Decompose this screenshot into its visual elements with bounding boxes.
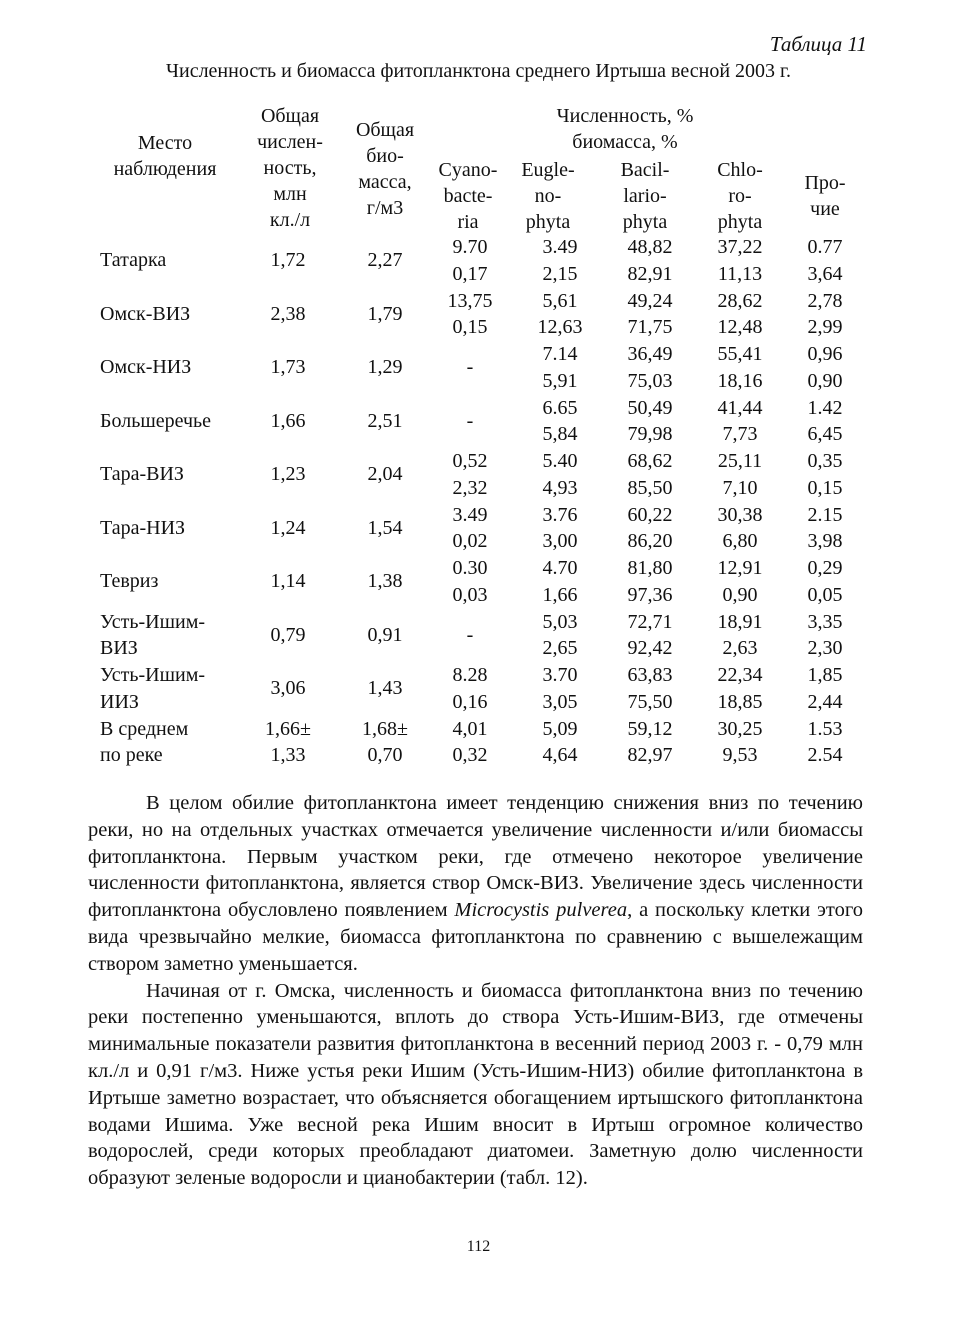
cell-chlorophyta-value: 12,91 <box>717 557 763 579</box>
cell-total-count-value: 0,79 <box>270 623 306 646</box>
cell-total-count-value: 1,66± <box>265 717 311 740</box>
cell-euglenophyta-value: 3.76 <box>542 503 578 526</box>
cell-chlorophyta-value: 18,85 <box>717 690 763 713</box>
cell-cyanobacteria-value: 0.30 <box>452 557 488 579</box>
cell-place-value: Омск-ВИЗ <box>100 302 191 325</box>
cell-place-value: ИИЗ <box>100 690 139 713</box>
header-line: ность, <box>263 157 317 179</box>
cell-other-value: 1,85 <box>807 664 843 686</box>
cell-chlorophyta-value: 37,22 <box>717 236 763 258</box>
table-row <box>0 555 957 609</box>
page-number: 112 <box>466 1238 491 1255</box>
table-number-label: Таблица 11 <box>769 32 867 56</box>
cell-bacillariophyta <box>605 716 695 769</box>
cell-chlorophyta <box>695 288 785 341</box>
cell-total-count <box>238 622 338 649</box>
cell-cyanobacteria <box>430 448 510 501</box>
header-line: Chlo- <box>717 159 763 181</box>
cell-total-biomass-value: 2,04 <box>367 463 403 485</box>
cell-place-value: Усть-Ишим- <box>100 610 206 633</box>
cell-total-count-value: 2,38 <box>270 302 306 325</box>
cell-place <box>100 515 260 542</box>
cell-total-count-value: 1,23 <box>270 463 306 485</box>
cell-cyanobacteria-value: 4,01 <box>452 717 488 740</box>
cell-bacillariophyta-value: 75,03 <box>627 369 673 392</box>
phytoplankton-table <box>0 234 957 769</box>
cell-total-biomass-value: 1,29 <box>367 356 403 378</box>
paragraph-2: Начиная от г. Омска, численность и биомасса фитопланктона вниз по течению реки постепенно уменьшаются, вплоть до створа Усть-Ишим-ВИЗ, где отмечены минимальные показатели развития фитопланктона в весенний период 2003 г. - 0,79 млн кл./л и 0,91 г/м3. Ниже устья реки Ишим (Усть-Ишим-НИЗ) обилие фитопланктона в Иртыше заметно возрастает, что объясняется обогащением иртышского фитопланктона водами Ишима. Уже весной река Ишим вносит в Иртыш огромное количество водорослей, среди которых преобладают диатомеи. Заметную долю численности образуют зеленые водоросли и цианобактерии (табл. 12). <box>88 979 863 1190</box>
cell-other-value: 2,30 <box>807 637 843 659</box>
cell-other <box>780 341 870 394</box>
cell-euglenophyta-value: 4.70 <box>542 557 578 579</box>
cell-bacillariophyta-value: 49,24 <box>627 289 673 312</box>
cell-cyanobacteria-value: 0,15 <box>452 316 488 338</box>
cell-euglenophyta-value: 2,65 <box>542 637 578 659</box>
cell-chlorophyta-value: 7,73 <box>722 423 758 445</box>
cell-euglenophyta-value: 3.70 <box>542 664 578 686</box>
cell-cyanobacteria-value: 8.28 <box>452 664 488 686</box>
cell-euglenophyta-value: 5,03 <box>542 610 578 633</box>
cell-euglenophyta-value: 4,93 <box>542 476 578 499</box>
paragraph-1 <box>88 790 863 978</box>
cell-bacillariophyta <box>605 448 695 501</box>
header-cyanobacteria <box>428 157 508 235</box>
table-row <box>0 502 957 556</box>
header-line: phyta <box>717 211 763 233</box>
cell-cyanobacteria-value: 9.70 <box>452 236 488 258</box>
cell-total-biomass-value: 2,51 <box>367 409 403 432</box>
cell-total-count <box>238 716 338 769</box>
cell-chlorophyta <box>695 448 785 501</box>
cell-total-biomass <box>335 675 435 702</box>
header-line: млн <box>273 183 307 205</box>
body-text <box>88 790 863 1192</box>
cell-bacillariophyta-value: 36,49 <box>627 343 673 365</box>
header-line: числен- <box>257 131 323 153</box>
header-line: Численность, % <box>556 105 694 127</box>
paragraph-1-part-b: , а поскольку клетки этого вида чрезвычайно мелкие, биомасса фитопланктона по сравнению с вышележащим створом заметно уменьшается. <box>88 899 864 975</box>
cell-other <box>780 234 870 287</box>
cell-place-value: Тара-ВИЗ <box>100 463 184 485</box>
cell-bacillariophyta-value: 48,82 <box>627 236 673 258</box>
cell-cyanobacteria-value: 13,75 <box>447 289 493 312</box>
cell-euglenophyta-value: 2,15 <box>542 262 578 285</box>
cell-other-value: 1.42 <box>807 396 843 419</box>
cell-total-biomass-value: 0,70 <box>367 744 403 766</box>
cell-chlorophyta <box>695 502 785 555</box>
cell-other-value: 0,96 <box>807 343 843 365</box>
cell-chlorophyta-value: 30,38 <box>717 503 763 526</box>
header-line: ro- <box>728 185 752 207</box>
cell-place-value: по реке <box>100 744 163 766</box>
cell-other <box>780 662 870 715</box>
cell-chlorophyta <box>695 395 785 448</box>
cell-place <box>100 461 260 488</box>
cell-bacillariophyta <box>605 341 695 394</box>
cell-euglenophyta <box>520 395 600 448</box>
header-line: кл./л <box>269 209 311 231</box>
header-other <box>780 170 870 222</box>
cell-total-count-value: 1,14 <box>270 570 306 592</box>
cell-total-biomass <box>335 716 435 769</box>
cell-cyanobacteria <box>430 288 510 341</box>
cell-euglenophyta <box>520 716 600 769</box>
cell-euglenophyta-value: 3,00 <box>542 530 578 552</box>
cell-cyanobacteria-value: 0,02 <box>452 530 488 552</box>
cell-total-biomass <box>335 408 435 435</box>
cell-total-count <box>238 461 338 488</box>
cell-cyanobacteria-value: 0,17 <box>452 262 488 285</box>
cell-total-biomass <box>335 301 435 328</box>
header-line: Eugle- <box>521 159 575 181</box>
cell-euglenophyta-value: 5,61 <box>542 289 578 312</box>
table-row <box>0 341 957 395</box>
header-line: чие <box>810 198 840 220</box>
cell-euglenophyta-value: 4,64 <box>542 744 578 766</box>
cell-bacillariophyta-value: 85,50 <box>627 476 673 499</box>
cell-chlorophyta-value: 25,11 <box>717 450 763 472</box>
cell-euglenophyta <box>520 448 600 501</box>
cell-bacillariophyta-value: 81,80 <box>627 557 673 579</box>
cell-euglenophyta-value: 1,66 <box>542 583 578 606</box>
cell-place <box>100 716 260 769</box>
cell-bacillariophyta-value: 82,97 <box>627 744 673 766</box>
cell-bacillariophyta <box>605 288 695 341</box>
cell-euglenophyta-value: 3,05 <box>542 690 578 713</box>
cell-place <box>100 662 260 715</box>
header-line: no- <box>534 185 562 207</box>
cell-total-count-value: 1,72 <box>270 249 306 271</box>
cell-cyanobacteria-value: - <box>466 409 474 432</box>
cell-other-value: 2,44 <box>807 690 843 713</box>
header-bacillariophyta <box>600 157 690 235</box>
cell-chlorophyta-value: 12,48 <box>717 316 763 338</box>
cell-cyanobacteria-value: 0,03 <box>452 583 488 606</box>
cell-cyanobacteria <box>430 716 510 769</box>
cell-place <box>100 247 260 274</box>
cell-other-value: 0,29 <box>807 557 843 579</box>
header-line: phyta <box>525 211 571 233</box>
table-row <box>0 662 957 716</box>
table-row <box>0 395 957 449</box>
cell-euglenophyta-value: 12,63 <box>537 316 583 338</box>
cell-cyanobacteria <box>430 622 510 649</box>
header-line: масса, <box>358 171 412 193</box>
cell-cyanobacteria-value: - <box>466 356 474 378</box>
table-caption: Численность и биомасса фитопланктона среднего Иртыша весной 2003 г. <box>166 60 791 82</box>
header-line: lario- <box>623 185 667 207</box>
cell-total-count-value: 1,33 <box>270 744 306 766</box>
cell-cyanobacteria-value: 0,52 <box>452 450 488 472</box>
cell-chlorophyta-value: 11,13 <box>717 262 763 285</box>
cell-other <box>780 555 870 608</box>
cell-total-biomass <box>335 568 435 595</box>
cell-chlorophyta-value: 41,44 <box>717 396 763 419</box>
cell-total-count-value: 1,24 <box>270 516 306 539</box>
cell-bacillariophyta-value: 75,50 <box>627 690 673 713</box>
cell-place <box>100 354 260 381</box>
cell-euglenophyta-value: 6.65 <box>542 396 578 419</box>
cell-total-biomass <box>335 515 435 542</box>
cell-euglenophyta-value: 5.40 <box>542 450 578 472</box>
cell-other-value: 3,98 <box>807 530 843 552</box>
cell-total-count <box>238 354 338 381</box>
cell-place-value: Татарка <box>100 249 167 271</box>
header-line: Bacil- <box>620 159 670 181</box>
cell-place <box>100 408 260 435</box>
cell-chlorophyta-value: 9,53 <box>722 744 758 766</box>
cell-euglenophyta-value: 3.49 <box>542 236 578 258</box>
cell-euglenophyta-value: 7.14 <box>542 343 578 365</box>
cell-chlorophyta <box>695 234 785 287</box>
cell-euglenophyta <box>520 555 600 608</box>
species-name: Microcystis pulverea <box>454 899 628 922</box>
cell-total-count-value: 3,06 <box>270 677 306 699</box>
cell-total-biomass-value: 1,38 <box>367 570 403 592</box>
cell-chlorophyta <box>695 662 785 715</box>
cell-chlorophyta <box>695 341 785 394</box>
cell-place <box>100 609 260 662</box>
cell-chlorophyta-value: 18,16 <box>717 369 763 392</box>
cell-total-biomass <box>335 622 435 649</box>
cell-other-value: 6,45 <box>807 423 843 445</box>
cell-bacillariophyta-value: 60,22 <box>627 503 673 526</box>
cell-bacillariophyta-value: 92,42 <box>627 637 673 659</box>
cell-euglenophyta <box>520 662 600 715</box>
cell-total-biomass <box>335 354 435 381</box>
cell-other <box>780 395 870 448</box>
header-percent-group <box>490 103 760 155</box>
cell-other-value: 1.53 <box>807 717 843 740</box>
header-line: наблюдения <box>113 158 217 180</box>
cell-other-value: 2.15 <box>807 503 843 526</box>
cell-bacillariophyta-value: 86,20 <box>627 530 673 552</box>
table-row <box>0 609 957 663</box>
cell-other-value: 2,99 <box>807 316 843 338</box>
header-line: ria <box>457 211 479 233</box>
cell-total-biomass-value: 1,79 <box>367 302 403 325</box>
paragraph-1-part-a: В целом обилие фитопланктона имеет тенденцию снижения вниз по течению реки, но на отдельных участках отмечается увеличение численности и/или биомассы фитопланктона. Первым участком реки, где отмечено некоторое увеличение численности фитопланктона, является створ Омск-ВИЗ. Увеличение здесь численности фитопланктона обусловлено появлением <box>88 792 863 922</box>
table-row <box>0 288 957 342</box>
cell-other <box>780 502 870 555</box>
header-line: биомасса, % <box>572 131 678 153</box>
header-total-biomass <box>340 117 430 221</box>
cell-total-biomass-value: 1,54 <box>367 516 403 539</box>
cell-euglenophyta <box>520 609 600 662</box>
cell-place-value: Большеречье <box>100 409 212 432</box>
header-line: phyta <box>622 211 668 233</box>
cell-cyanobacteria-value: 3.49 <box>452 503 488 526</box>
cell-place-value: Тевриз <box>100 570 159 592</box>
cell-other-value: 3,35 <box>807 610 843 633</box>
cell-bacillariophyta-value: 97,36 <box>627 583 673 606</box>
cell-other-value: 2.54 <box>807 744 843 766</box>
cell-euglenophyta-value: 5,91 <box>542 369 578 392</box>
cell-place-value: Усть-Ишим- <box>100 664 206 686</box>
cell-cyanobacteria <box>430 555 510 608</box>
cell-total-biomass <box>335 461 435 488</box>
header-place <box>95 130 235 182</box>
cell-chlorophyta-value: 55,41 <box>717 343 763 365</box>
cell-chlorophyta <box>695 609 785 662</box>
cell-bacillariophyta <box>605 609 695 662</box>
cell-place-value: В среднем <box>100 717 189 740</box>
cell-chlorophyta-value: 30,25 <box>717 717 763 740</box>
cell-other-value: 0,35 <box>807 450 843 472</box>
cell-euglenophyta <box>520 502 600 555</box>
cell-cyanobacteria-value: 2,32 <box>452 476 488 499</box>
cell-other <box>780 288 870 341</box>
header-chlorophyta <box>695 157 785 235</box>
cell-place <box>100 568 260 595</box>
cell-cyanobacteria <box>430 354 510 381</box>
header-line: био- <box>366 145 404 167</box>
cell-place <box>100 301 260 328</box>
cell-chlorophyta-value: 6,80 <box>722 530 758 552</box>
cell-other-value: 0.77 <box>807 236 843 258</box>
cell-chlorophyta <box>695 555 785 608</box>
header-line: bacte- <box>443 185 493 207</box>
cell-place-value: Тара-НИЗ <box>100 516 186 539</box>
cell-chlorophyta-value: 2,63 <box>722 637 758 659</box>
cell-bacillariophyta-value: 59,12 <box>627 717 673 740</box>
header-line: г/м3 <box>366 197 404 219</box>
table-row <box>0 716 957 770</box>
cell-cyanobacteria-value: 0,16 <box>452 690 488 713</box>
cell-total-count <box>238 408 338 435</box>
cell-bacillariophyta-value: 72,71 <box>627 610 673 633</box>
cell-chlorophyta-value: 22,34 <box>717 664 763 686</box>
cell-euglenophyta <box>520 234 600 287</box>
cell-total-count <box>238 515 338 542</box>
cell-bacillariophyta <box>605 555 695 608</box>
cell-total-count <box>238 675 338 702</box>
header-line: Общая <box>260 105 320 127</box>
header-line: Общая <box>355 119 415 141</box>
cell-euglenophyta-value: 5,84 <box>542 423 578 445</box>
cell-total-count-value: 1,66 <box>270 409 306 432</box>
header-euglenophyta <box>508 157 588 235</box>
cell-euglenophyta <box>520 341 600 394</box>
cell-total-count-value: 1,73 <box>270 356 306 378</box>
cell-other-value: 3,64 <box>807 262 843 285</box>
cell-total-biomass-value: 1,68± <box>362 717 408 740</box>
header-total-count <box>240 103 340 233</box>
cell-bacillariophyta <box>605 502 695 555</box>
cell-cyanobacteria-value: - <box>466 623 474 646</box>
cell-total-biomass <box>335 247 435 274</box>
cell-total-biomass-value: 0,91 <box>367 623 403 646</box>
cell-place-value: Омск-НИЗ <box>100 356 192 378</box>
cell-bacillariophyta <box>605 395 695 448</box>
cell-total-count <box>238 301 338 328</box>
cell-euglenophyta-value: 5,09 <box>542 717 578 740</box>
cell-chlorophyta-value: 7,10 <box>722 476 758 499</box>
cell-place-value: ВИЗ <box>100 637 138 659</box>
cell-bacillariophyta-value: 50,49 <box>627 396 673 419</box>
cell-bacillariophyta-value: 79,98 <box>627 423 673 445</box>
cell-chlorophyta-value: 28,62 <box>717 289 763 312</box>
cell-other <box>780 609 870 662</box>
header-line: Место <box>137 132 193 154</box>
cell-chlorophyta <box>695 716 785 769</box>
table-row <box>0 448 957 502</box>
cell-total-biomass-value: 1,43 <box>367 677 403 699</box>
cell-cyanobacteria-value: 0,32 <box>452 744 488 766</box>
cell-other-value: 0,90 <box>807 369 843 392</box>
cell-euglenophyta <box>520 288 600 341</box>
header-line: Cyano- <box>438 159 498 181</box>
cell-other-value: 0,05 <box>807 583 843 606</box>
cell-bacillariophyta-value: 71,75 <box>627 316 673 338</box>
cell-other-value: 2,78 <box>807 289 843 312</box>
cell-bacillariophyta <box>605 662 695 715</box>
header-line: Про- <box>804 172 846 194</box>
cell-chlorophyta-value: 0,90 <box>722 583 758 606</box>
cell-other <box>780 448 870 501</box>
table-row <box>0 234 957 288</box>
cell-total-count <box>238 568 338 595</box>
cell-chlorophyta-value: 18,91 <box>717 610 763 633</box>
cell-other <box>780 716 870 769</box>
cell-cyanobacteria <box>430 408 510 435</box>
cell-bacillariophyta <box>605 234 695 287</box>
cell-cyanobacteria <box>430 234 510 287</box>
cell-total-count <box>238 247 338 274</box>
cell-bacillariophyta-value: 68,62 <box>627 450 673 472</box>
cell-total-biomass-value: 2,27 <box>367 249 403 271</box>
cell-cyanobacteria <box>430 662 510 715</box>
cell-bacillariophyta-value: 82,91 <box>627 262 673 285</box>
cell-bacillariophyta-value: 63,83 <box>627 664 673 686</box>
cell-cyanobacteria <box>430 502 510 555</box>
cell-other-value: 0,15 <box>807 476 843 499</box>
